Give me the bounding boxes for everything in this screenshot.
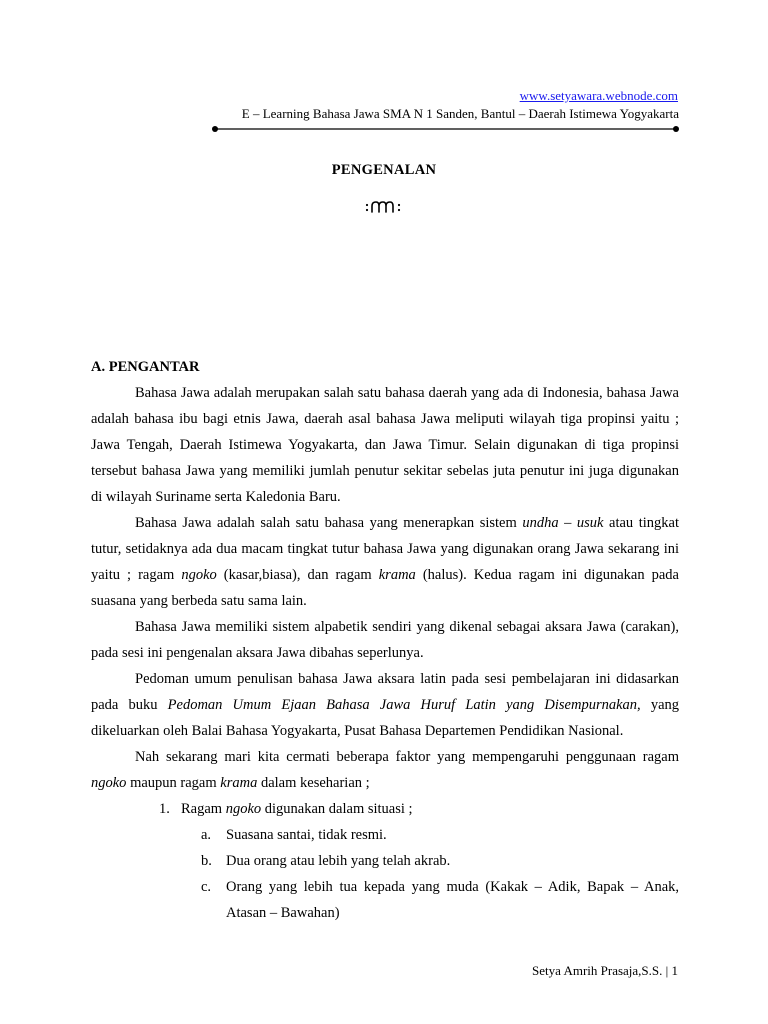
list-number: 1.	[159, 801, 170, 817]
sub-list-item	[91, 848, 679, 874]
sub-list-item	[91, 874, 679, 926]
text-run: Pedoman umum penulisan bahasa Jawa aksara latin pada sesi pembelajaran ini didasarkan pada buku	[91, 671, 679, 713]
text-run: atau tingkat tutur, setidaknya ada dua macam tingkat tutur bahasa Jawa yang digunakan orang Jawa sekarang ini yaitu ; ragam	[91, 515, 679, 583]
text-run: yang dikeluarkan oleh Balai Bahasa Yogyakarta, Pusat Bahasa Departemen Pendidikan Nasional.	[91, 697, 679, 739]
list-label	[181, 801, 413, 817]
italic-term: Pedoman Umum Ejaan Bahasa Jawa Huruf Latin yang Disempurnakan,	[167, 697, 641, 713]
paragraph	[91, 380, 679, 510]
italic-term: ngoko	[181, 567, 217, 583]
footer-author-page: Setya Amrih Prasaja,S.S. | 1	[532, 963, 678, 978]
document-title: PENGENALAN	[331, 162, 437, 178]
paragraph	[91, 510, 679, 614]
sub-list-text: Suasana santai, tidak resmi.	[226, 827, 387, 843]
sub-list-marker: b.	[201, 853, 212, 869]
text-run: Bahasa Jawa memiliki sistem alpabetik sendiri yang dikenal sebagai aksara Jawa (carakan), pada sesi ini pengenalan aksara Jawa dibahas seperlunya.	[91, 619, 679, 661]
italic-term: krama	[378, 567, 416, 583]
paragraph	[91, 614, 679, 666]
header-rule	[212, 126, 679, 132]
text-run: (halus). Kedua ragam ini digunakan pada suasana yang berbeda satu sama lain.	[91, 567, 679, 609]
italic-term: krama	[220, 775, 258, 791]
website-link[interactable]: www.setyawara.webnode.com	[519, 88, 678, 103]
text-run: maupun ragam	[126, 775, 221, 791]
body-text	[91, 380, 679, 926]
sub-list	[91, 822, 679, 926]
header-title: E – Learning Bahasa Jawa SMA N 1 Sanden, Bantul – Daerah Istimewa Yogyakarta	[241, 106, 679, 121]
text-run: dalam keseharian ;	[257, 775, 370, 791]
italic-term: ngoko	[91, 775, 127, 791]
paragraph	[91, 744, 679, 796]
sub-list-text: Orang yang lebih tua kepada yang muda (Kakak – Adik, Bapak – Anak, Atasan – Bawahan)	[226, 879, 679, 921]
text-run: Ragam	[181, 801, 226, 817]
text-run: (kasar,biasa), dan ragam	[216, 567, 379, 583]
text-run: digunakan dalam situasi ;	[261, 801, 413, 817]
sub-list-marker: c.	[201, 879, 212, 895]
text-run: Nah sekarang mari kita cermati beberapa faktor yang mempengaruhi penggunaan ragam	[135, 749, 679, 765]
javanese-ornament-icon	[364, 198, 404, 216]
paragraph	[91, 666, 679, 744]
sub-list-marker: a.	[201, 827, 212, 843]
list-item-ragam-ngoko	[91, 796, 679, 822]
sub-list-item	[91, 822, 679, 848]
italic-term: ngoko	[225, 801, 262, 817]
italic-term: undha – usuk	[522, 515, 604, 531]
text-run: Bahasa Jawa adalah salah satu bahasa yang menerapkan sistem	[135, 515, 523, 531]
sub-list-text: Dua orang atau lebih yang telah akrab.	[226, 853, 451, 869]
paragraphs	[91, 380, 679, 796]
section-heading: A. PENGANTAR	[91, 359, 200, 375]
text-run: Bahasa Jawa adalah merupakan salah satu bahasa daerah yang ada di Indonesia, bahasa Jawa adalah bahasa ibu bagi etnis Jawa, daerah asal bahasa Jawa meliputi wilayah tiga propinsi yaitu ; Jawa Tengah, Daerah Istimewa Yogyakarta, dan Jawa Timur. Selain digunakan di tiga propinsi tersebut bahasa Jawa yang memiliki jumlah penutur sekitar sebelas juta penutur ini juga digunakan di wilayah Suriname serta Kaledonia Baru.	[91, 385, 679, 505]
